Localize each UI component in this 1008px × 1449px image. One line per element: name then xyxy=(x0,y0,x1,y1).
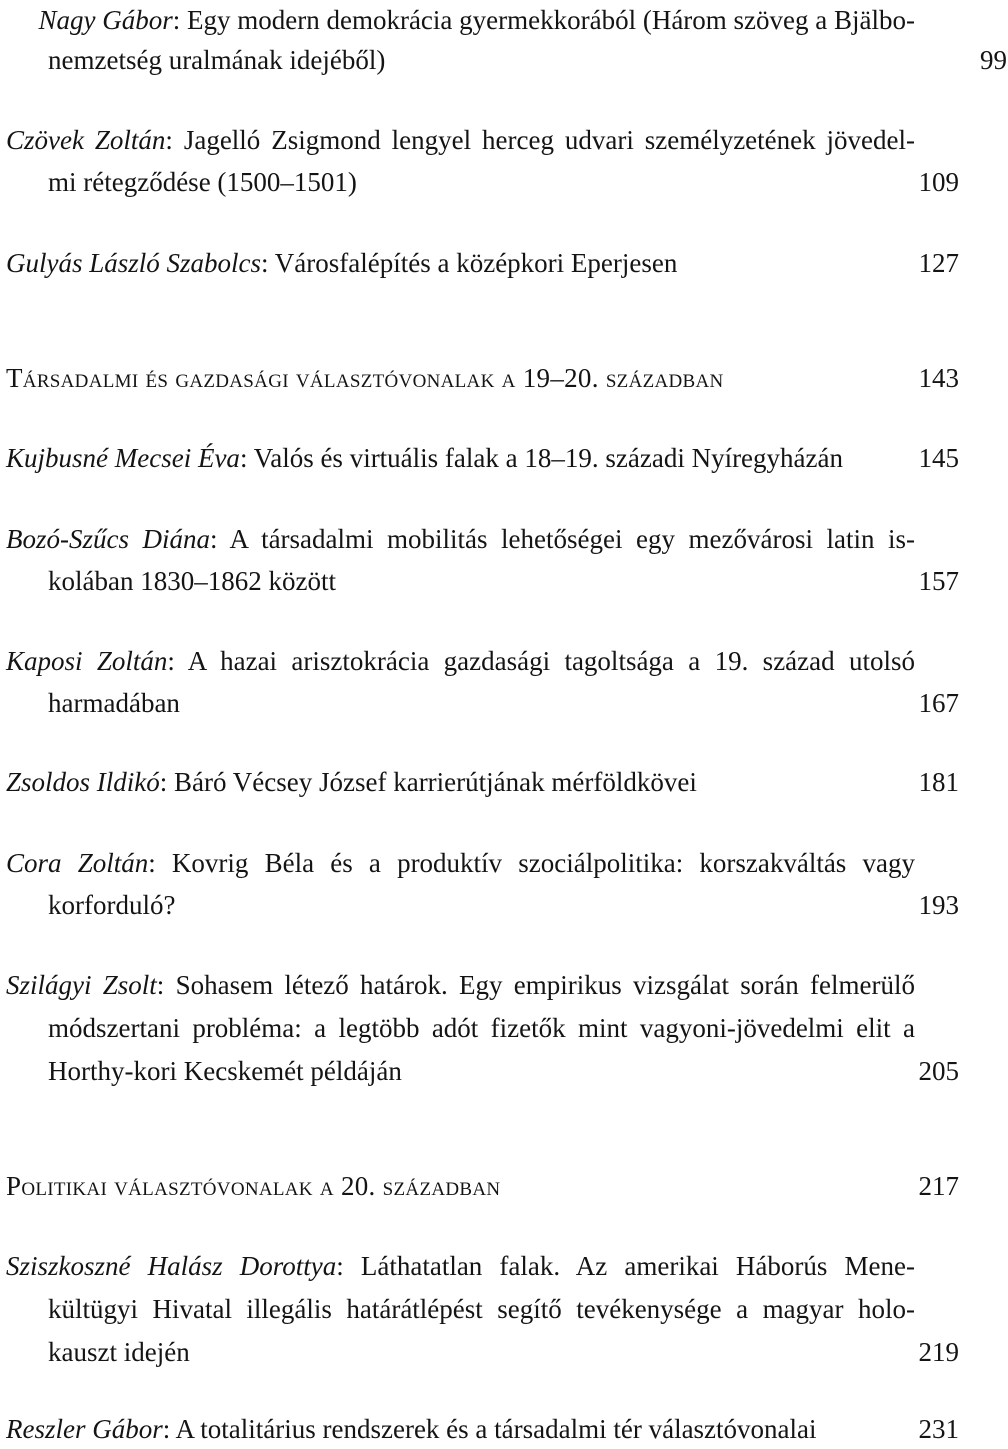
entry-author: Reszler Gábor xyxy=(6,1414,163,1444)
toc-entry-line xyxy=(0,1289,960,1329)
entry-title: Városfalépítés a középkori Eperjesen xyxy=(274,248,678,278)
page-number: 193 xyxy=(918,890,959,920)
page-number: 143 xyxy=(918,363,959,393)
page-number: 217 xyxy=(918,1171,959,1201)
toc-entry-line: Czövek Zoltán: Jagelló Zsigmond lengyel herceg udvari személyzetének jövedel- xyxy=(6,125,915,155)
page-number: 205 xyxy=(918,1056,959,1086)
toc-entry-line: Bozó-Szűcs Diána: A társadalmi mobilitás lehetőségei egy mezővárosi latin is- xyxy=(6,524,915,554)
entry-title: módszertani probléma: a legtöbb adót fizetők mint vagyoni-jövedelmi elit a xyxy=(48,1013,915,1043)
entry-title: Jagelló Zsigmond lengyel herceg udvari személyzetének jövedel- xyxy=(183,125,915,155)
entry-title: Egy modern demokrácia gyermekkorából (Három szöveg a Bjälbo- xyxy=(187,5,915,35)
entry-author: Cora Zoltán xyxy=(6,848,149,878)
entry-title: nemzetség uralmának idejéből) xyxy=(48,45,386,75)
entry-title: kolában 1830–1862 között xyxy=(48,566,336,596)
entry-title: mi rétegződése (1500–1501) xyxy=(48,167,357,197)
toc-entry-line xyxy=(0,885,960,925)
entry-title: harmadában xyxy=(48,688,180,718)
entry-author: Czövek Zoltán xyxy=(6,125,166,155)
page-number: 167 xyxy=(918,688,959,718)
toc-entry-line: Reszler Gábor: A totalitárius rendszerek és a társadalmi tér választóvonalai 231 xyxy=(0,1409,960,1447)
section-heading xyxy=(0,1166,960,1206)
toc-entry-line xyxy=(0,1332,960,1372)
toc-entry-line: Szilágyi Zsolt: Sohasem létező határok. Egy empirikus vizsgálat során felmerülő xyxy=(6,970,915,1000)
toc-entry-line xyxy=(0,1051,960,1091)
entry-author: Bozó-Szűcs Diána xyxy=(6,524,211,554)
toc-entry-line xyxy=(0,1008,960,1048)
page-number: 127 xyxy=(918,248,959,278)
page-number: 219 xyxy=(918,1337,959,1367)
entry-author: Sziszkoszné Halász Dorottya xyxy=(6,1251,337,1281)
toc-entry-line: Cora Zoltán: Kovrig Béla és a produktív szociálpolitika: korszakváltás vagy xyxy=(6,848,915,878)
entry-author: Szilágyi Zsolt xyxy=(6,970,157,1000)
toc-entry-line xyxy=(0,162,960,202)
toc-entry-line: Gulyás László Szabolcs: Városfalépítés a középkori Eperjesen 127 xyxy=(0,243,960,283)
entry-title: Horthy-kori Kecskemét példáján xyxy=(48,1056,402,1086)
toc-entry-line: Nagy Gábor: Egy modern demokrácia gyermekkorából (Három szöveg a Bjälbo- xyxy=(38,5,915,35)
toc-entry-line: Kaposi Zoltán: A hazai arisztokrácia gazdasági tagoltsága a 19. század utolsó xyxy=(6,646,915,676)
entry-title: kauszt idején xyxy=(48,1337,190,1367)
page-number: 99 xyxy=(980,45,1007,75)
entry-title: Báró Vécsey József karrierútjának mérföldkövei xyxy=(174,767,697,797)
entry-author: Gulyás László Szabolcs xyxy=(6,248,262,278)
entry-title: Kovrig Béla és a produktív szociálpolitika: korszakváltás vagy xyxy=(171,848,915,878)
page-number: 231 xyxy=(918,1414,959,1444)
entry-author: Nagy Gábor xyxy=(38,5,173,35)
toc-entry-line xyxy=(0,561,960,601)
entry-title: korforduló? xyxy=(48,890,176,920)
page-number: 157 xyxy=(918,566,959,596)
page-number: 181 xyxy=(918,767,959,797)
entry-author: Kujbusné Mecsei Éva xyxy=(6,443,240,473)
page-number: 109 xyxy=(918,167,959,197)
toc-entry-line: Kujbusné Mecsei Éva: Valós és virtuális falak a 18–19. századi Nyíregyházán 145 xyxy=(0,438,960,478)
section-title: Társadalmi és gazdasági választóvonalak a 19–20. században xyxy=(6,363,724,393)
entry-title: Valós és virtuális falak a 18–19. századi Nyíregyházán xyxy=(253,443,843,473)
entry-author: Zsoldos Ildikó xyxy=(6,767,160,797)
toc-entry-line xyxy=(0,683,960,723)
toc-entry-line xyxy=(0,40,1008,80)
entry-title: A hazai arisztokrácia gazdasági tagoltsága a 19. század utolsó xyxy=(187,646,915,676)
toc-entry-line: Sziszkoszné Halász Dorottya: Láthatatlan falak. Az amerikai Háborús Mene- xyxy=(6,1251,915,1281)
section-heading xyxy=(0,358,960,398)
entry-title: kültügyi Hivatal illegális határátlépést segítő tevékenysége a magyar holo- xyxy=(48,1294,915,1324)
page-number: 145 xyxy=(918,443,959,473)
section-title: Politikai választóvonalak a 20. században xyxy=(6,1171,501,1201)
entry-title: Láthatatlan falak. Az amerikai Háborús Mene- xyxy=(360,1251,915,1281)
entry-author: Kaposi Zoltán xyxy=(6,646,168,676)
toc-entry-line: Zsoldos Ildikó: Báró Vécsey József karrierútjának mérföldkövei 181 xyxy=(0,762,960,802)
entry-title: Sohasem létező határok. Egy empirikus vizsgálat során felmerülő xyxy=(175,970,915,1000)
entry-title: A társadalmi mobilitás lehetőségei egy mezővárosi latin is- xyxy=(229,524,915,554)
entry-title: A totalitárius rendszerek és a társadalmi tér választóvonalai xyxy=(175,1414,817,1444)
